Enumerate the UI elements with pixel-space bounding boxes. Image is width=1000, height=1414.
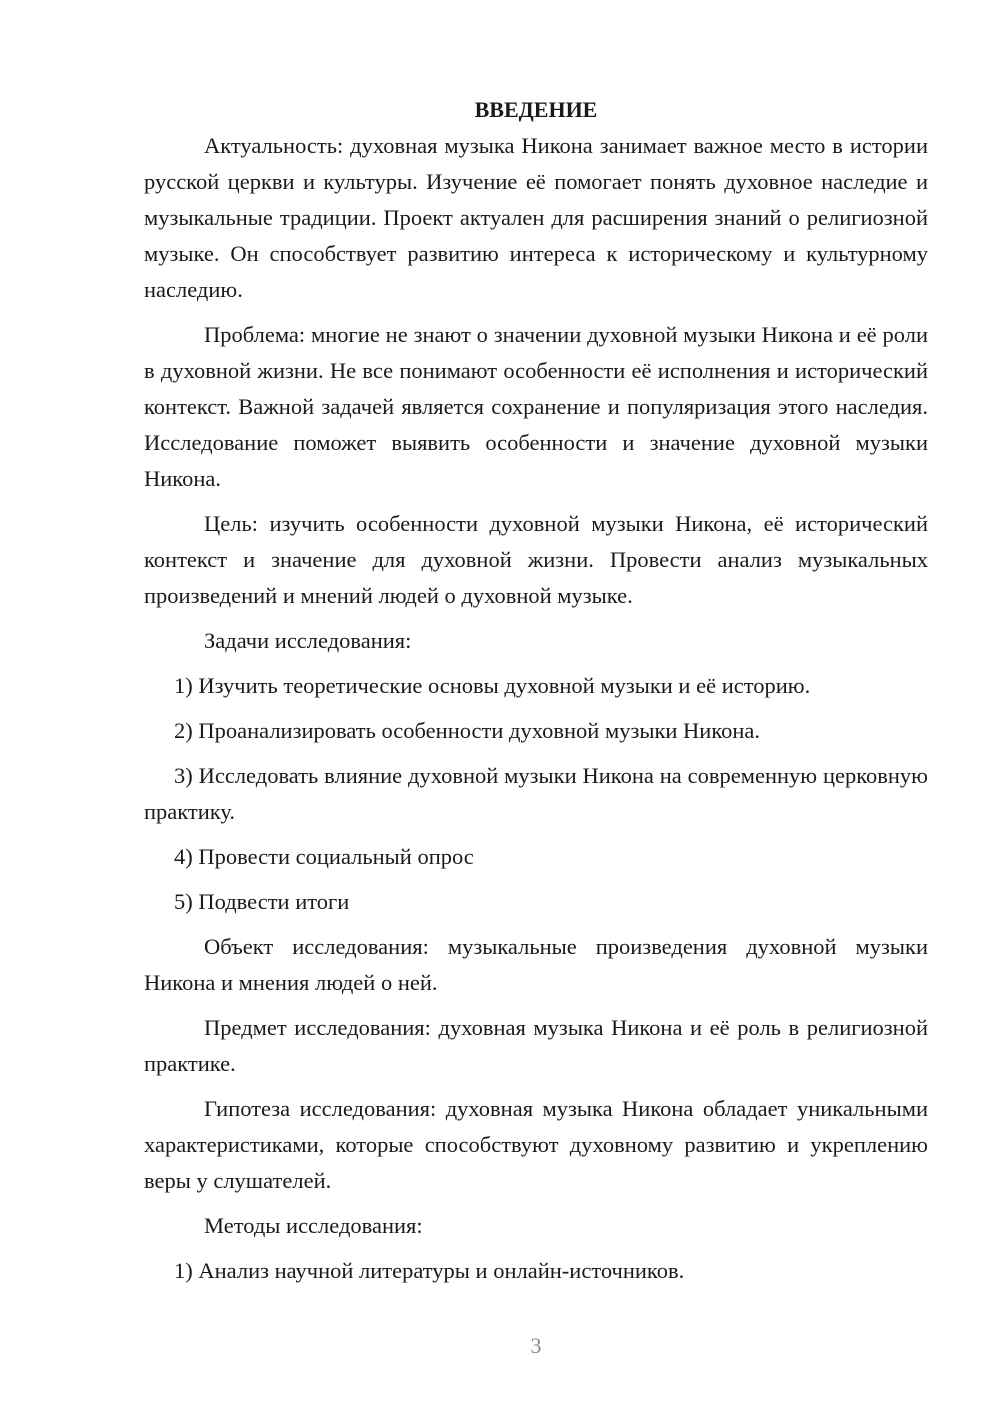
goal-paragraph: Цель: изучить особенности духовной музыки Никона, её исторический контекст и значение для духовной жизни. Провести анализ музыкальных произведений и мнений людей о духовной музыке. bbox=[144, 511, 928, 608]
hypothesis-paragraph: Гипотеза исследования: духовная музыка Никона обладает уникальными характеристиками, которые способствуют духовному развитию и укреплению веры у слушателей. bbox=[144, 1096, 928, 1193]
object-paragraph: Объект исследования: музыкальные произведения духовной музыки Никона и мнения людей о ней. bbox=[144, 934, 928, 995]
task-item: 1) Изучить теоретические основы духовной музыки и её историю. bbox=[174, 673, 811, 698]
task-item: 5) Подвести итоги bbox=[174, 889, 350, 914]
method-item: 1) Анализ научной литературы и онлайн-источников. bbox=[174, 1258, 685, 1283]
problem-paragraph: Проблема: многие не знают о значении духовной музыки Никона и её роли в духовной жизни. Не все понимают особенности её исполнения и исторический контекст. Важной задачей является сохранение и популяризация этого наследия. Исследование поможет выявить особенности и значение духовной музыки Никона. bbox=[144, 322, 928, 491]
task-item: 2) Проанализировать особенности духовной музыки Никона. bbox=[174, 718, 761, 743]
section-title: ВВЕДЕНИЕ bbox=[474, 97, 598, 122]
task-item: 3) Исследовать влияние духовной музыки Никона на современную церковную практику. bbox=[144, 763, 928, 824]
task-item: 4) Провести социальный опрос bbox=[174, 844, 474, 869]
subject-paragraph: Предмет исследования: духовная музыка Никона и её роль в религиозной практике. bbox=[144, 1015, 928, 1076]
relevance-paragraph: Актуальность: духовная музыка Никона занимает важное место в истории русской церкви и культуры. Изучение её помогает понять духовное наследие и музыкальные традиции. Проект актуален для расширения знаний о религиозной музыке. Он способствует развитию интереса к историческому и культурному наследию. bbox=[144, 133, 928, 302]
tasks-heading: Задачи исследования: bbox=[204, 628, 412, 653]
page-number: 3 bbox=[530, 1333, 542, 1358]
document-page bbox=[144, 92, 928, 1298]
methods-heading: Методы исследования: bbox=[204, 1213, 423, 1238]
